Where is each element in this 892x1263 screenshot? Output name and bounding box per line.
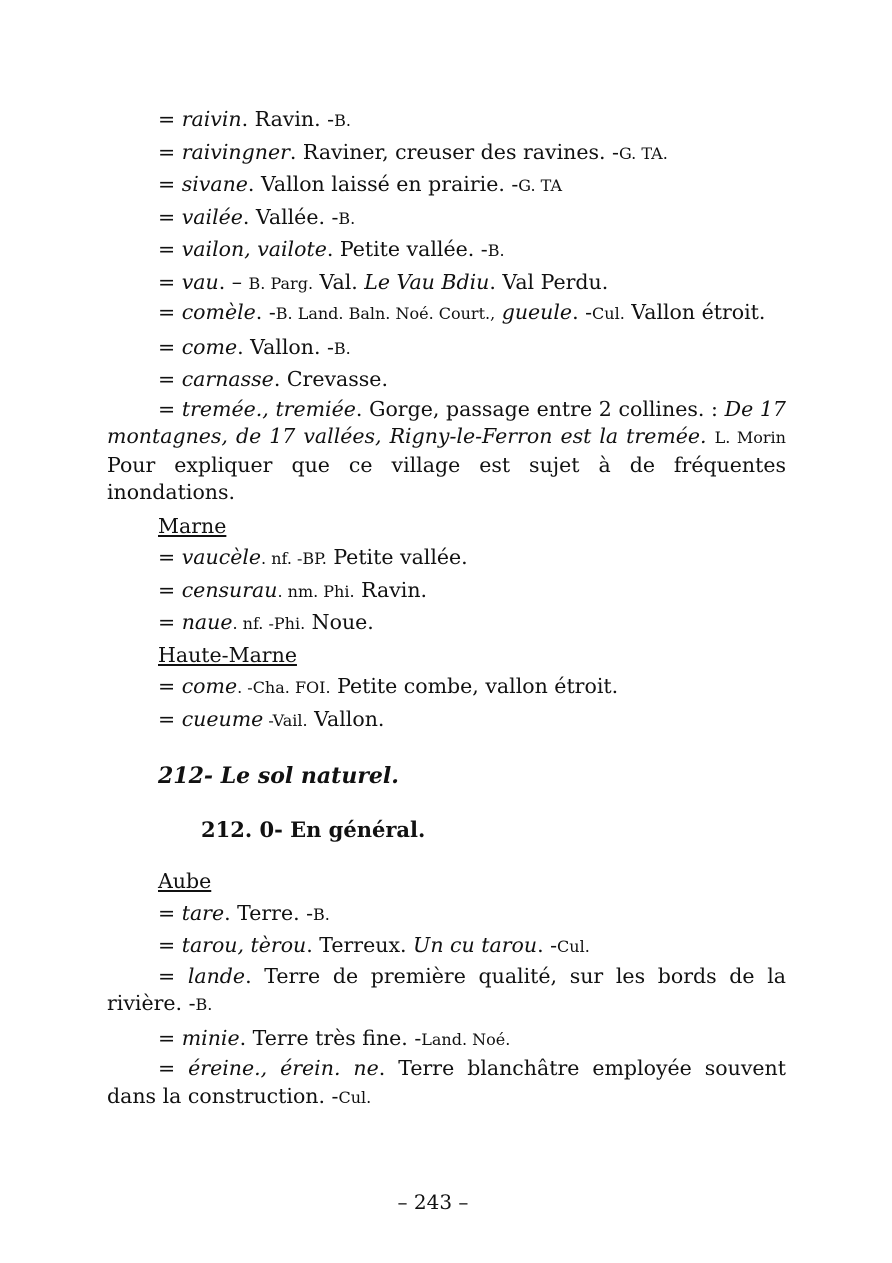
entry-line: = cueume -Vail. Vallon. [158,706,385,731]
entry-line: = minie. Terre très fine. -Land. Noé. [158,1025,511,1050]
entry-line: = vaucèle. nf. -BP. Petite vallée. [158,545,468,569]
entry-line: = vailée. Vallée. -B. [158,204,356,229]
entry-line: = vau. – B. Parg. Val. Le Vau Bdiu. Val Perdu. [158,269,609,294]
section-title: 212- Le sol naturel. [158,763,399,789]
region-header-aube: Aube [158,869,212,893]
entry-line: = éreine., érein. ne. Terre blanchâtre employée souvent dans la construction. -Cul. [107,1056,786,1108]
entry-line: = naue. nf. -Phi. Noue. [158,610,374,634]
entry-line: = lande. Terre de première qualité, sur les bords de la rivière. -B. [107,963,786,1015]
entry-line: = come. Vallon. -B. [158,334,351,359]
entry-line: = raivin. Ravin. -B. [158,107,351,131]
entry-line: = censurau. nm. Phi. Ravin. [158,577,428,602]
entry-line: = raivingner. Raviner, creuser des ravines. -G. TA. [158,139,668,164]
page-body [107,104,786,1115]
subsection-title: 212. 0- En général. [201,817,426,842]
entry-line: = tare. Terre. -B. [158,900,330,925]
entry-line: = sivane. Vallon laissé en prairie. -G. TA [158,172,563,196]
entry-line: = come. -Cha. FOI. Petite combe, vallon étroit. [158,674,619,698]
entry-line: = vailon, vailote. Petite vallée. -B. [158,237,505,261]
region-header-haute-marne: Haute-Marne [158,642,297,667]
entry-line: = carnasse. Crevasse. [158,367,388,391]
entry-comele: = comèle. -B. Land. Baln. Noé. Court., gueule. -Cul. Vallon étroit. [158,300,766,324]
region-header-marne: Marne [158,513,227,538]
entry-tremee: = tremée., tremiée. Gorge, passage entre 2 collines. : De 17 montagnes, de 17 vallées, Rigny-le-Ferron est la tremée. L. Morin Pour expliquer que ce village est sujet à de fréquentes inondations. [107,396,786,504]
entry-line: = tarou, tèrou. Terreux. Un cu tarou. -Cul. [158,933,590,957]
page-number: – 243 – [397,1190,469,1214]
